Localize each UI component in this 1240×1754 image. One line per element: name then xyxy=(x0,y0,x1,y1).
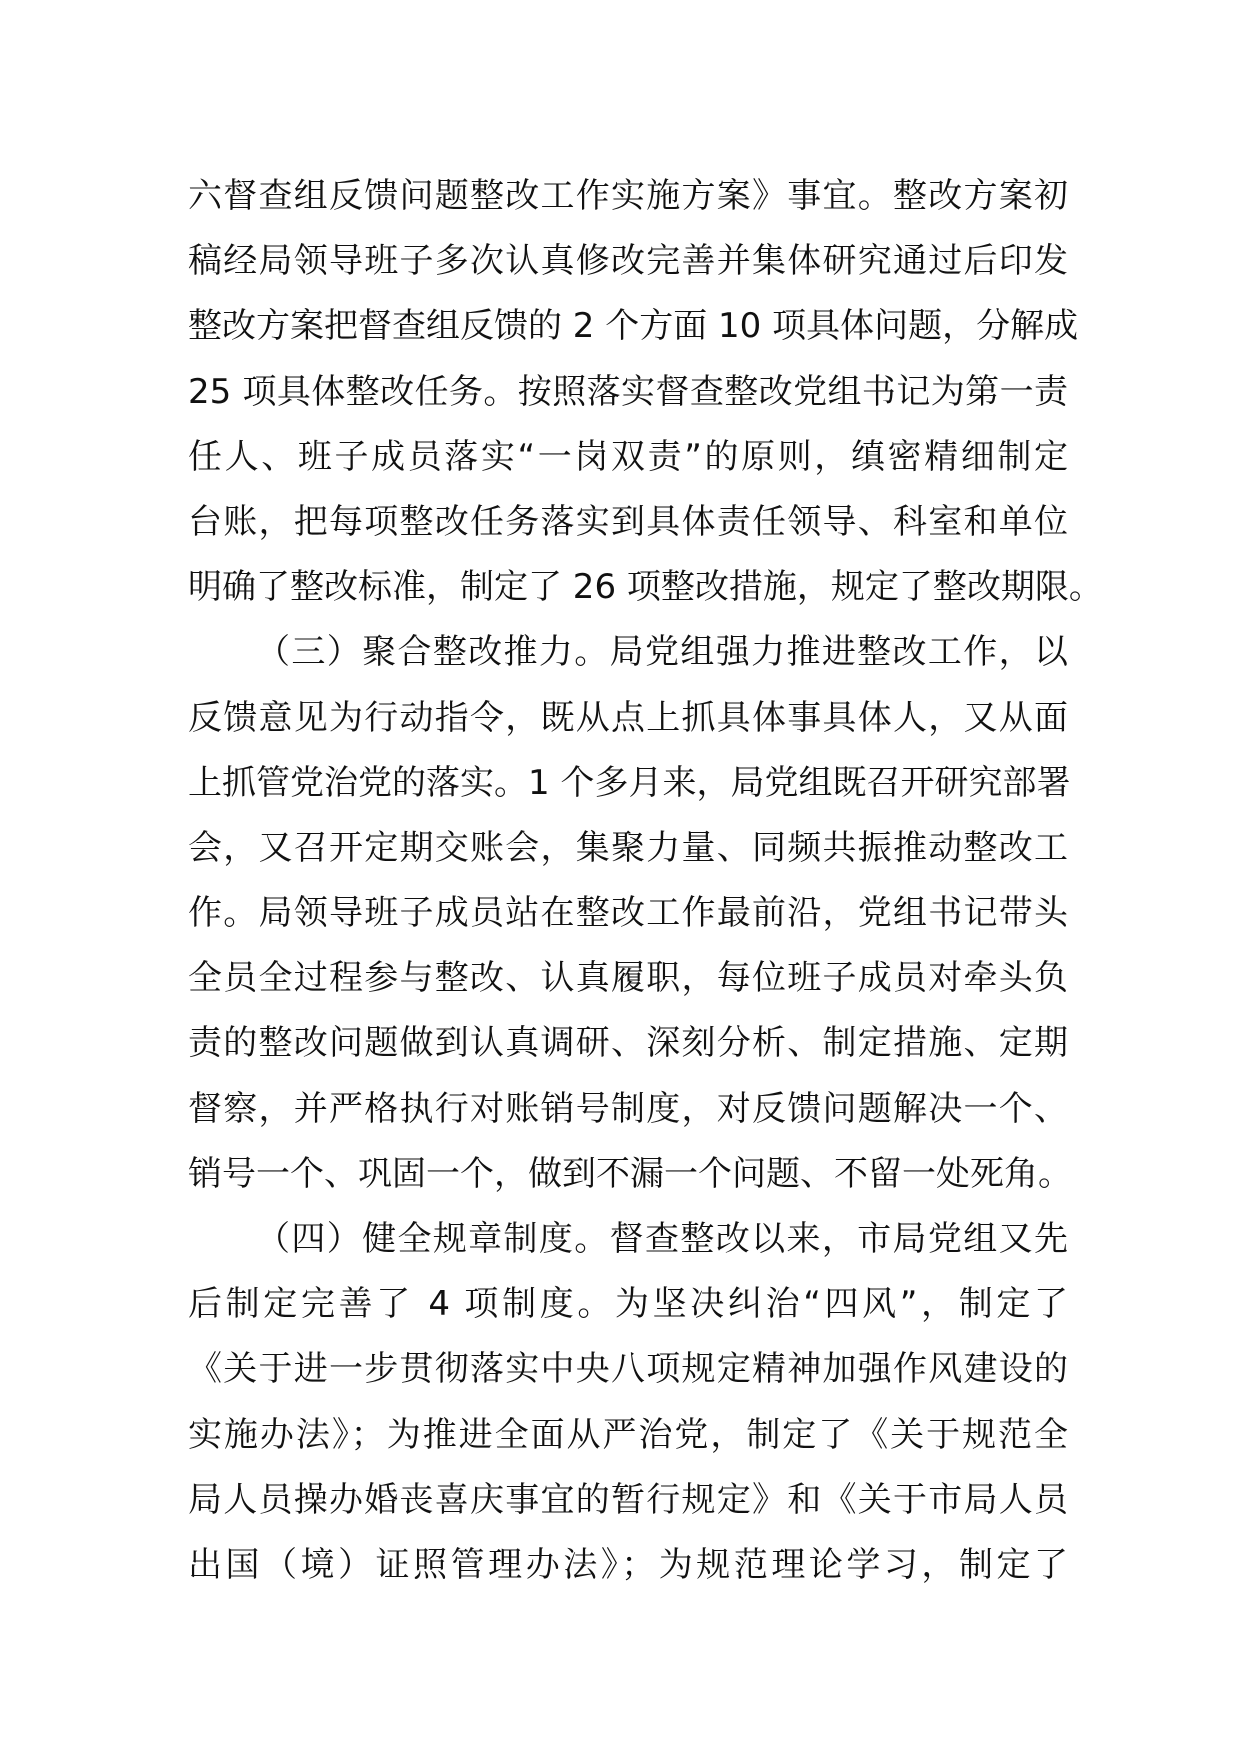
text-line: 督察，并严格执行对账销号制度，对反馈问题解决一个、 xyxy=(188,1088,1068,1129)
document-body xyxy=(188,164,1103,1598)
section-heading-line: （三）聚合整改推力。局党组强力推进整改工作，以 xyxy=(256,632,1068,673)
text-line: 上抓管党治党的落实。1 个多月来，局党组既召开研究部署 xyxy=(188,762,1071,803)
text-line: 销号一个、巩固一个，做到不漏一个问题、不留一处死角。 xyxy=(188,1153,1072,1194)
text-line: 责的整改问题做到认真调研、深刻分析、制定措施、定期 xyxy=(188,1023,1068,1064)
text-line: 台账，把每项整改任务落实到具体责任领导、科室和单位 xyxy=(188,501,1068,542)
text-line: 稿经局领导班子多次认真修改完善并集体研究通过后印发 xyxy=(188,241,1068,282)
text-line: 局人员操办婚丧喜庆事宜的暂行规定》和《关于市局人员 xyxy=(188,1479,1068,1520)
text-line: 反馈意见为行动指令，既从点上抓具体事具体人，又从面 xyxy=(188,697,1068,738)
text-line: 作。局领导班子成员站在整改工作最前沿，党组书记带头 xyxy=(188,893,1068,934)
text-line: 六督查组反馈问题整改工作实施方案》事宜。整改方案初 xyxy=(188,176,1068,216)
text-line: 会，又召开定期交账会，集聚力量、同频共振推动整改工 xyxy=(188,827,1068,868)
text-line: 实施办法》；为推进全面从严治党，制定了《关于规范全 xyxy=(188,1414,1068,1455)
text-line: 全员全过程参与整改、认真履职，每位班子成员对牵头负 xyxy=(188,958,1068,999)
text-line: 后制定完善了 4 项制度。为坚决纠治“四风”，制定了 xyxy=(188,1284,1068,1325)
text-line: 明确了整改标准，制定了 26 项整改措施，规定了整改期限。 xyxy=(188,567,1103,608)
text-line: 任人、班子成员落实“一岗双责”的原则，缜密精细制定 xyxy=(188,436,1068,477)
text-line: 《关于进一步贯彻落实中央八项规定精神加强作风建设的 xyxy=(188,1349,1068,1390)
text-line: 整改方案把督查组反馈的 2 个方面 10 项具体问题，分解成 xyxy=(188,306,1079,347)
text-line: 25 项具体整改任务。按照落实督查整改党组书记为第一责 xyxy=(188,371,1068,412)
text-line: 出国（境）证照管理办法》；为规范理论学习，制定了 xyxy=(188,1544,1068,1585)
section-heading-line: （四）健全规章制度。督查整改以来，市局党组又先 xyxy=(256,1219,1068,1259)
